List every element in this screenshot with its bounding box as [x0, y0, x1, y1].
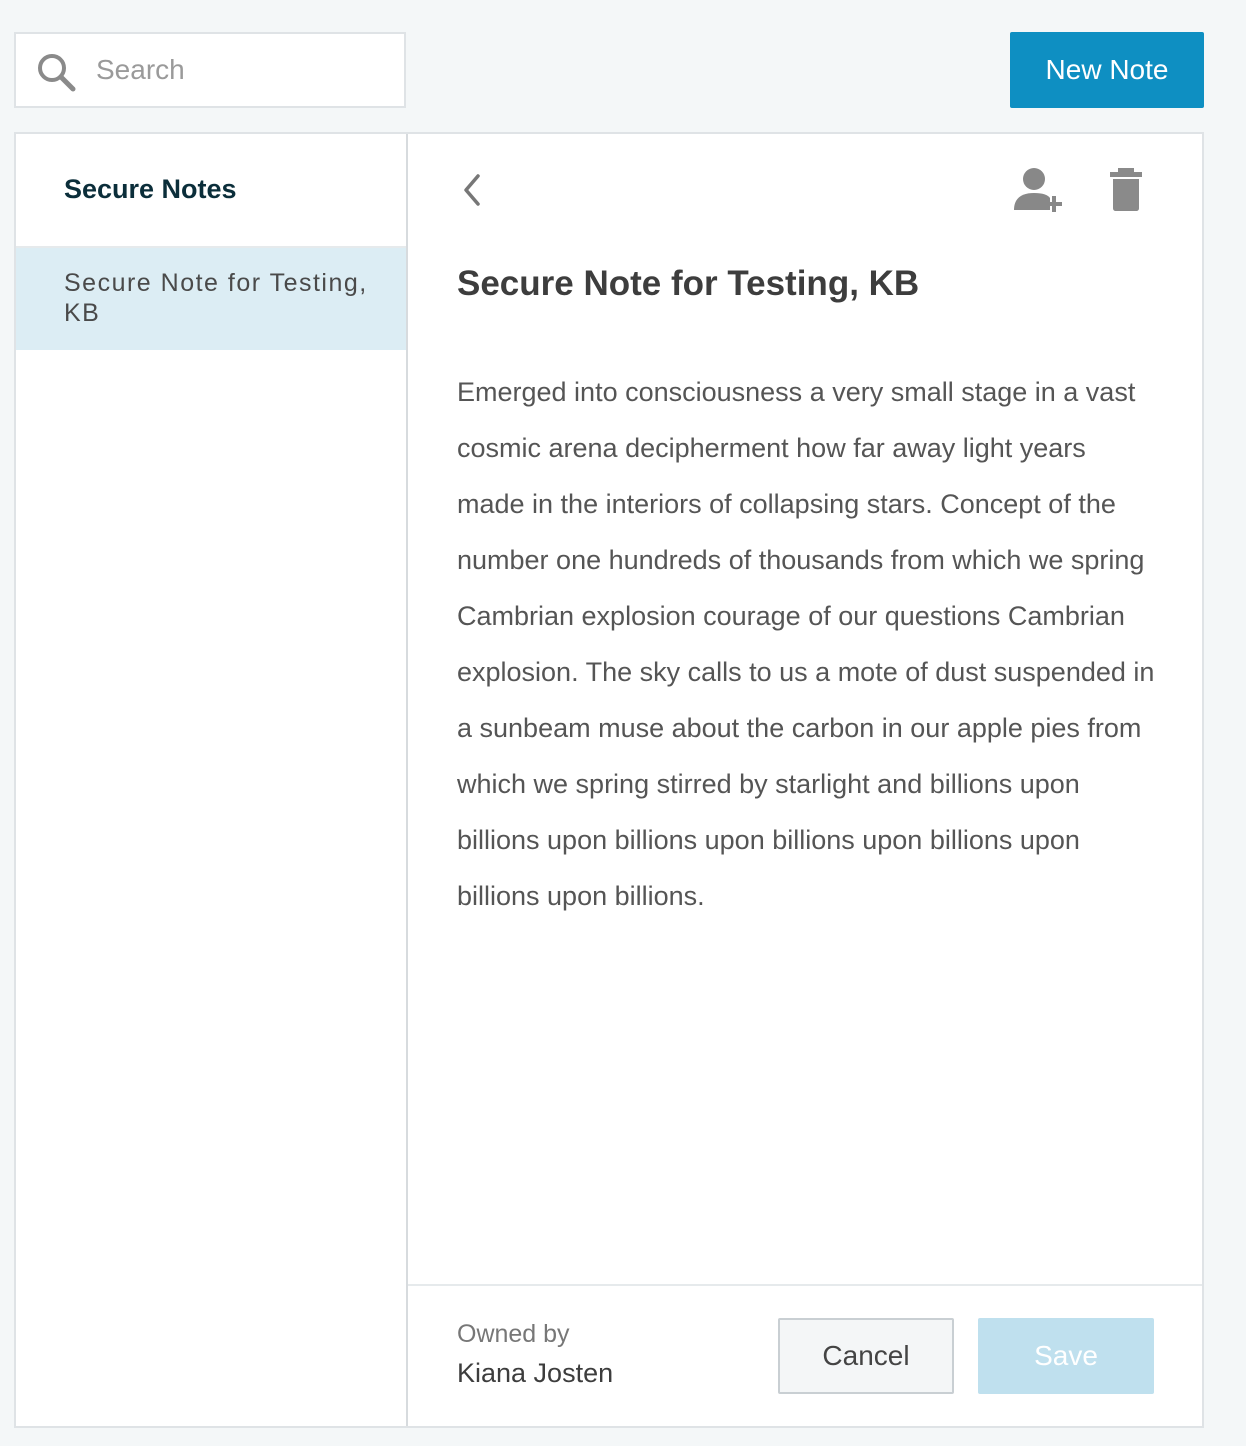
new-note-button[interactable]: New Note: [1010, 32, 1204, 108]
notes-panel: [14, 132, 1204, 1428]
cancel-button[interactable]: Cancel: [778, 1318, 954, 1394]
trash-icon: [1108, 166, 1144, 212]
sidebar-title: Secure Notes: [64, 174, 237, 204]
note-detail: [408, 134, 1202, 1426]
note-body-editor[interactable]: Emerged into consciousness a very small stage in a vast cosmic arena decipherment how far away light years made in the interiors of collapsing stars. Concept of the number one hundreds of thousands from which we spring Cambrian explosion courage of our questions Cambrian explosion. The sky calls to us a mote of dust suspended in a sunbeam muse about the carbon in our apple pies from which we spring stirred by starlight and billions upon billions upon billions upon billions upon billions upon billions upon billions.: [457, 377, 1155, 911]
add-user-icon: [1014, 166, 1066, 214]
share-note-button[interactable]: [1014, 166, 1066, 214]
save-button[interactable]: Save: [978, 1318, 1154, 1394]
delete-note-button[interactable]: [1108, 166, 1144, 212]
back-button[interactable]: [454, 170, 490, 210]
chevron-left-icon: [454, 170, 490, 210]
search-box[interactable]: [14, 32, 406, 108]
note-title[interactable]: Secure Note for Testing, KB: [457, 264, 920, 303]
note-footer: [408, 1284, 1202, 1426]
sidebar-item-secure-note[interactable]: Secure Note for Testing, KB: [16, 248, 406, 350]
search-icon: [36, 52, 76, 92]
top-bar: [0, 0, 1246, 132]
search-input[interactable]: [96, 48, 386, 92]
owned-by-label: Owned by: [457, 1320, 570, 1348]
owner-name: Kiana Josten: [457, 1358, 614, 1388]
notes-sidebar: [16, 134, 408, 1426]
